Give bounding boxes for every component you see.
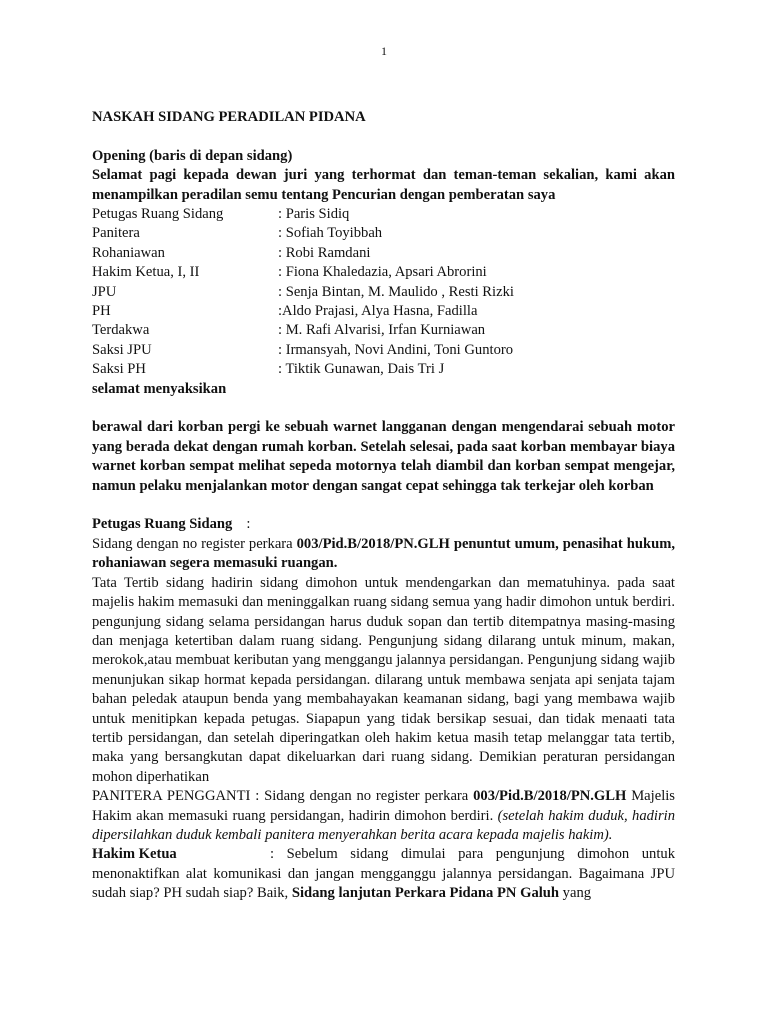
panitera-case-number: 003/Pid.B/2018/PN.GLH (473, 788, 627, 805)
cast-names: : Robi Ramdani (278, 244, 371, 261)
petugas-colon: : (246, 516, 251, 533)
cast-role: Hakim Ketua, I, II (92, 264, 200, 281)
cast-role: Terdakwa (92, 322, 150, 339)
hakim-text-a: : Sebelum sidang dimulai para pengunjung dimohon untuk menonaktifkan alat komunikasi dan jangan mengganggu jalannya persidangan. Bagaimana JPU sudah siap? PH sudah siap? Baik, (92, 846, 675, 902)
panitera-stage-direction: (setelah hakim duduk, hadirin dipersilahkan duduk kembali panitera menyerahkan berita acara kepada majelis hakim). (92, 807, 675, 843)
petugas-rules: Tata Tertib sidang hadirin sidang dimohon untuk mendengarkan dan mematuhinya. pada saat majelis hakim memasuki dan meninggalkan ruang sidang semua yang hadir dimohon untuk berdiri. pengunjung sidang selama persidangan harus duduk sopan dan tertib ditempatnya masing-masing dan menjaga ketertiban dalam ruang sidang. Pengunjung sidang dilarang untuk minum, makan, merokok,atau membuat keributan yang menggangu jalannya persidangan. Pengunjung sidang wajib menunjukan sikap hormat kepada persidangan. dilarang untuk membawa senjata api senjata tajam bahan peledak ataupun benda yang membahayakan keamanan sidang, bagi yang membawa wajib untuk menitipkan kepada petugas. Siapapun yang tidak bersikap sesuai, dan tidak menaati tata tertib persidangan, dan setelah diperingatkan oleh hakim ketua masih tetap melanggar tata tertib, maka yang bersangkutan dapat dikeluarkan dari ruang sidang. Demikian peraturan persidangan mohon diperhatikan (92, 574, 675, 785)
hakim-text-b: yang (559, 885, 592, 902)
cast-names: : Senja Bintan, M. Maulido , Resti Rizki (278, 283, 514, 300)
cast-role: Saksi PH (92, 361, 146, 378)
synopsis-paragraph: berawal dari korban pergi ke sebuah warnet langganan dengan mengendarai sebuah motor yang berada dekat dengan rumah korban. Setelah selesai, pada saat korban membayar biaya warnet korban sempat melihat sepeda motornya telah diambil dan korban sempat mengejar, namun pelaku menjalankan motor dengan sangat cepat sehingga tak terkejar oleh korban (92, 419, 675, 494)
cast-row (92, 360, 675, 379)
cast-names: : Sofiah Toyibbah (278, 225, 383, 242)
panitera-text-b: Majelis Hakim akan memasuki ruang persidangan, hadirin dimohon berdiri. (92, 788, 675, 824)
cast-role: Saksi JPU (92, 341, 152, 358)
hakim-speaker: Hakim Ketua (92, 846, 177, 863)
petugas-announcement (92, 535, 675, 574)
panitera-paragraph (92, 787, 675, 845)
document-body (92, 108, 675, 904)
closing-line: selamat menyaksikan (92, 380, 227, 397)
petugas-announcement-bold: 003/Pid.B/2018/PN.GLH penuntut umum, penasihat hukum, rohaniawan segera memasuki ruangan. (92, 535, 675, 572)
cast-list (92, 205, 675, 380)
panitera-text-a: PANITERA PENGGANTI : Sidang dengan no register perkara (92, 788, 474, 805)
opening-text: Selamat pagi kepada dewan juri yang terhormat dan teman-teman sekalian, kami akan menampilkan peradilan semu tentang Pencurian dengan pemberatan saya (92, 167, 675, 203)
cast-row (92, 205, 675, 224)
cast-names: :Aldo Prajasi, Alya Hasna, Fadilla (278, 303, 478, 320)
cast-names: : Paris Sidiq (278, 206, 350, 223)
hakim-bold: Sidang lanjutan Perkara Pidana PN Galuh (291, 885, 560, 902)
cast-role: PH (92, 303, 111, 320)
document-title: NASKAH SIDANG PERADILAN PIDANA (92, 109, 366, 125)
cast-names: : Tiktik Gunawan, Dais Tri J (278, 361, 445, 378)
cast-row (92, 283, 675, 302)
hakim-paragraph (92, 845, 675, 903)
petugas-announcement-text: Sidang dengan no register perkara (92, 535, 297, 552)
cast-names: : Irmansyah, Novi Andini, Toni Guntoro (278, 341, 514, 358)
page-number: 1 (381, 44, 387, 58)
cast-role: Rohaniawan (92, 244, 165, 261)
cast-names: : M. Rafi Alvarisi, Irfan Kurniawan (278, 322, 486, 339)
cast-row (92, 244, 675, 263)
cast-row (92, 263, 675, 282)
cast-role: JPU (92, 283, 117, 300)
cast-role: Panitera (92, 225, 140, 242)
cast-names: : Fiona Khaledazia, Apsari Abrorini (278, 264, 487, 281)
opening-heading: Opening (baris di depan sidang) (92, 147, 293, 164)
cast-row (92, 302, 675, 321)
cast-row (92, 224, 675, 243)
cast-role: Petugas Ruang Sidang (92, 206, 224, 223)
petugas-speaker: Petugas Ruang Sidang (92, 516, 233, 533)
cast-row (92, 341, 675, 360)
cast-row (92, 321, 675, 340)
petugas-speaker-line (92, 515, 675, 534)
